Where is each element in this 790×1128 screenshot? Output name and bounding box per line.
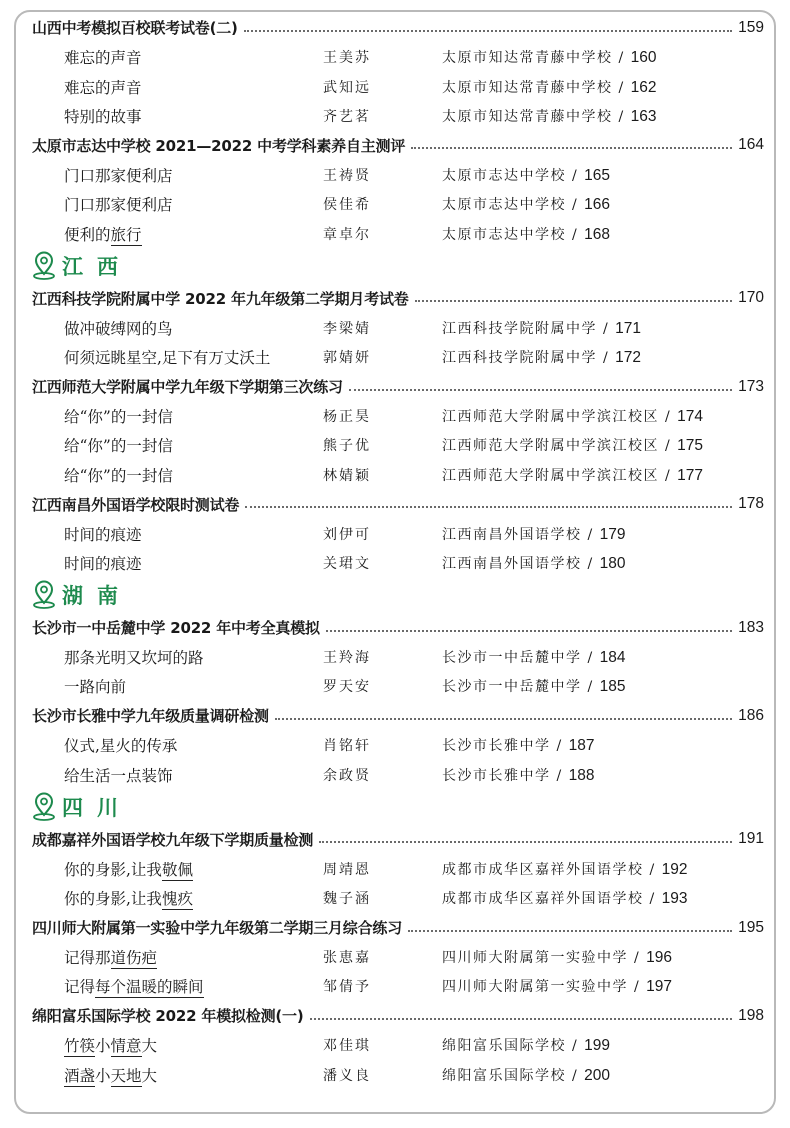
separator: / — [612, 79, 631, 96]
page-number: 187 — [568, 737, 595, 755]
article-entry — [32, 731, 764, 760]
separator: / — [643, 891, 662, 908]
article-title-part: 敬佩 — [161, 860, 193, 879]
separator: / — [659, 408, 678, 425]
school-and-page — [442, 859, 688, 879]
exam-title: 江西师范大学附属中学九年级下学期第三次练习 — [32, 378, 343, 397]
school-and-page — [442, 465, 703, 485]
separator: / — [566, 167, 585, 184]
school-name: 江西科技学院附属中学 — [442, 320, 597, 337]
school-and-page — [442, 647, 626, 667]
article-entry — [32, 972, 764, 1001]
page-number: 163 — [630, 108, 657, 126]
separator: / — [550, 767, 569, 784]
dot-leader — [275, 718, 732, 720]
separator: / — [612, 109, 631, 126]
school-and-page — [442, 106, 657, 126]
page-number: 195 — [738, 918, 764, 936]
page-number: 188 — [568, 766, 595, 784]
page-number: 173 — [738, 377, 764, 395]
article-entry — [32, 672, 764, 701]
article-title: 时间的痕迹 — [64, 555, 142, 574]
article-entry — [32, 460, 764, 489]
school-name: 长沙市长雅中学 — [442, 738, 551, 755]
region-section-header — [32, 790, 764, 825]
separator: / — [581, 679, 600, 696]
page-number: 179 — [599, 525, 626, 543]
page-number: 177 — [677, 466, 703, 484]
exam-title: 山西中考模拟百校联考试卷(二) — [32, 19, 238, 38]
separator: / — [612, 50, 631, 67]
author-name: 林婧颖 — [323, 467, 371, 484]
school-name: 四川师大附属第一实验中学 — [442, 979, 628, 996]
exam-heading-row — [32, 825, 764, 854]
school-name: 江西师范大学附属中学滨江校区 — [442, 467, 659, 484]
article-title-part: 小 — [95, 1037, 111, 1056]
school-name: 长沙市长雅中学 — [442, 767, 551, 784]
article-title: 给“你”的一封信 — [64, 437, 173, 456]
exam-heading-row — [32, 701, 764, 730]
separator: / — [566, 1038, 585, 1055]
school-and-page — [442, 165, 610, 185]
school-name: 成都市成华区嘉祥外国语学校 — [442, 891, 644, 908]
school-and-page — [442, 765, 595, 785]
dot-leader — [244, 30, 732, 32]
article-title-part: 记得那 — [64, 948, 111, 967]
separator: / — [628, 979, 647, 996]
author-name: 魏子涵 — [323, 891, 371, 908]
exam-heading-row — [32, 284, 764, 313]
article-title: 做冲破缚网的鸟 — [64, 319, 173, 338]
page-number: 184 — [599, 649, 626, 667]
article-title-part: 便利的 — [64, 225, 111, 244]
location-pin-icon — [32, 580, 56, 610]
article-entry — [32, 342, 764, 371]
page-number: 166 — [584, 196, 610, 214]
school-and-page — [442, 194, 610, 214]
school-name: 太原市志达中学校 — [442, 197, 566, 214]
separator: / — [659, 467, 678, 484]
separator: / — [628, 949, 647, 966]
article-title-part: 大 — [141, 1066, 158, 1085]
article-entry — [32, 72, 764, 101]
article-title — [64, 223, 142, 245]
page-number: 197 — [646, 978, 672, 996]
school-and-page — [442, 888, 688, 908]
author-name: 杨正昊 — [323, 408, 371, 425]
article-entry — [32, 642, 764, 671]
dot-leader — [408, 930, 732, 932]
article-title — [64, 946, 157, 968]
school-and-page — [442, 947, 672, 967]
page-number: 162 — [630, 78, 657, 96]
author-name: 周靖恩 — [323, 861, 371, 878]
article-entry — [32, 760, 764, 789]
school-name: 江西科技学院附属中学 — [442, 350, 597, 367]
school-and-page — [442, 406, 703, 426]
location-pin-icon — [32, 792, 56, 822]
exam-title: 江西科技学院附属中学 2022 年九年级第二学期月考试卷 — [32, 289, 409, 308]
school-and-page — [442, 47, 657, 67]
article-title-part: 竹筷 — [64, 1037, 96, 1056]
article-entry — [32, 942, 764, 971]
page-number: 186 — [738, 706, 764, 724]
school-and-page — [442, 976, 672, 996]
article-title — [64, 1034, 157, 1056]
article-title: 门口那家便利店 — [64, 196, 173, 215]
school-name: 太原市知达常青藤中学校 — [442, 109, 613, 126]
region-name: 四川 — [62, 796, 132, 820]
page-number: 198 — [738, 1006, 764, 1024]
region-name: 江西 — [62, 255, 132, 279]
article-title-part: 大 — [141, 1037, 158, 1056]
exam-title: 太原市志达中学校 2021—2022 中考学科素养自主测评 — [32, 136, 406, 155]
dot-leader — [349, 389, 732, 391]
article-entry — [32, 854, 764, 883]
separator: / — [597, 320, 616, 337]
exam-heading-row — [32, 372, 764, 401]
separator: / — [643, 861, 662, 878]
separator: / — [566, 197, 585, 214]
article-title-part: 每个温暖的瞬间 — [95, 978, 204, 997]
article-title — [64, 858, 193, 880]
table-of-contents — [32, 13, 764, 1089]
article-title — [64, 1064, 157, 1086]
author-name: 王美苏 — [323, 50, 371, 67]
separator: / — [581, 556, 600, 573]
article-title-part: 你的身影,让我 — [64, 890, 162, 909]
page-number: 172 — [615, 349, 641, 367]
author-name: 齐艺茗 — [323, 109, 371, 126]
exam-heading-row — [32, 13, 764, 42]
article-entry — [32, 42, 764, 71]
exam-heading-row — [32, 613, 764, 642]
school-and-page — [442, 1035, 610, 1055]
school-and-page — [442, 524, 626, 544]
dot-leader — [411, 147, 732, 149]
exam-heading-row — [32, 490, 764, 519]
article-entry — [32, 431, 764, 460]
author-name: 王羚海 — [323, 650, 371, 667]
article-title-part: 酒盏 — [64, 1066, 96, 1085]
exam-heading-row — [32, 913, 764, 942]
article-title-part: 情意 — [110, 1037, 142, 1056]
school-name: 江西南昌外国语学校 — [442, 526, 582, 543]
school-name: 长沙市一中岳麓中学 — [442, 650, 582, 667]
school-name: 成都市成华区嘉祥外国语学校 — [442, 861, 644, 878]
dot-leader — [310, 1018, 733, 1020]
author-name: 余政贤 — [323, 767, 371, 784]
article-entry — [32, 219, 764, 248]
dot-leader — [319, 841, 732, 843]
author-name: 邹倩予 — [323, 979, 371, 996]
separator: / — [581, 526, 600, 543]
article-title-part: 小 — [95, 1066, 111, 1085]
article-title — [64, 975, 204, 997]
article-title-part: 你的身影,让我 — [64, 860, 162, 879]
school-and-page — [442, 347, 641, 367]
exam-title: 长沙市一中岳麓中学 2022 年中考全真模拟 — [32, 619, 320, 638]
article-title: 难忘的声音 — [64, 78, 142, 97]
article-entry — [32, 101, 764, 130]
exam-title: 绵阳富乐国际学校 2022 年模拟检测(一) — [32, 1007, 304, 1026]
author-name: 关珺文 — [323, 556, 371, 573]
separator: / — [597, 350, 616, 367]
school-name: 太原市知达常青藤中学校 — [442, 79, 613, 96]
page-number: 160 — [630, 49, 657, 67]
exam-heading-row — [32, 1001, 764, 1030]
article-entry — [32, 1060, 764, 1089]
school-name: 绵阳富乐国际学校 — [442, 1038, 566, 1055]
article-title — [64, 887, 193, 909]
separator: / — [581, 650, 600, 667]
school-and-page — [442, 224, 610, 244]
separator: / — [566, 226, 585, 243]
separator: / — [550, 738, 569, 755]
school-name: 长沙市一中岳麓中学 — [442, 679, 582, 696]
article-title-part: 天地 — [110, 1066, 142, 1085]
author-name: 潘义良 — [323, 1067, 371, 1084]
region-section-header — [32, 249, 764, 284]
article-entry — [32, 190, 764, 219]
page-number: 191 — [738, 830, 764, 848]
author-name: 郭婧妍 — [323, 350, 371, 367]
article-title: 一路向前 — [64, 678, 127, 697]
school-and-page — [442, 735, 595, 755]
article-entry — [32, 401, 764, 430]
separator: / — [659, 438, 678, 455]
dot-leader — [326, 630, 732, 632]
article-entry — [32, 313, 764, 342]
school-and-page — [442, 435, 703, 455]
article-title-part: 道伤疤 — [110, 948, 158, 967]
school-and-page — [442, 318, 641, 338]
page-number: 192 — [661, 860, 688, 878]
school-name: 绵阳富乐国际学校 — [442, 1067, 566, 1084]
article-entry — [32, 1031, 764, 1060]
page-number: 164 — [738, 136, 764, 154]
article-title: 门口那家便利店 — [64, 166, 173, 185]
region-name: 湖南 — [62, 584, 132, 609]
article-title: 给生活一点装饰 — [64, 766, 173, 785]
page-number: 180 — [599, 555, 626, 573]
school-name: 四川师大附属第一实验中学 — [442, 949, 628, 966]
exam-title: 成都嘉祥外国语学校九年级下学期质量检测 — [32, 830, 314, 849]
article-entry — [32, 519, 764, 548]
school-and-page — [442, 553, 626, 573]
article-entry — [32, 160, 764, 189]
exam-title: 四川师大附属第一实验中学九年级第二学期三月综合练习 — [32, 919, 403, 938]
author-name: 李梁婧 — [323, 320, 371, 337]
page-number: 175 — [677, 437, 703, 455]
author-name: 刘伊可 — [323, 526, 371, 543]
article-title-part: 记得 — [64, 978, 96, 997]
region-section-header — [32, 578, 764, 613]
exam-title: 长沙市长雅中学九年级质量调研检测 — [32, 707, 269, 726]
article-title: 仪式,星火的传承 — [64, 737, 178, 756]
author-name: 侯佳希 — [323, 197, 371, 214]
school-and-page — [442, 1065, 610, 1085]
school-name: 江西南昌外国语学校 — [442, 556, 582, 573]
article-entry — [32, 548, 764, 577]
author-name: 邓佳琪 — [323, 1038, 371, 1055]
page-number: 183 — [738, 618, 764, 636]
separator: / — [566, 1067, 585, 1084]
school-name: 太原市志达中学校 — [442, 167, 566, 184]
article-title-part: 旅行 — [110, 225, 142, 244]
page-number: 200 — [584, 1066, 610, 1084]
author-name: 熊子优 — [323, 438, 371, 455]
school-name: 太原市知达常青藤中学校 — [442, 50, 613, 67]
article-title: 给“你”的一封信 — [64, 466, 173, 485]
school-name: 江西师范大学附属中学滨江校区 — [442, 408, 659, 425]
page-number: 170 — [738, 289, 764, 307]
author-name: 罗天安 — [323, 679, 371, 696]
author-name: 章卓尔 — [323, 226, 371, 243]
page-number: 174 — [677, 407, 703, 425]
author-name: 王祷贤 — [323, 167, 371, 184]
page-number: 199 — [584, 1037, 610, 1055]
article-title: 那条光明又坎坷的路 — [64, 649, 204, 668]
page-number: 196 — [646, 948, 672, 966]
article-title: 特别的故事 — [64, 108, 142, 127]
exam-title: 江西南昌外国语学校限时测试卷 — [32, 495, 240, 514]
article-title-part: 愧疚 — [161, 890, 193, 909]
page-number: 185 — [599, 678, 626, 696]
author-name: 张恵嘉 — [323, 949, 371, 966]
school-and-page — [442, 676, 626, 696]
page-number: 178 — [738, 495, 764, 513]
dot-leader — [245, 506, 732, 508]
author-name: 武知远 — [323, 79, 371, 96]
author-name: 肖铭轩 — [323, 738, 371, 755]
article-title: 难忘的声音 — [64, 49, 142, 68]
school-name: 太原市志达中学校 — [442, 226, 566, 243]
school-and-page — [442, 77, 657, 97]
school-name: 江西师范大学附属中学滨江校区 — [442, 438, 659, 455]
article-title: 给“你”的一封信 — [64, 407, 173, 426]
dot-leader — [415, 300, 733, 302]
page-number: 171 — [615, 319, 641, 337]
page-number: 193 — [661, 890, 688, 908]
article-title: 何须远眺星空,足下有万丈沃土 — [64, 349, 271, 368]
location-pin-icon — [32, 251, 56, 281]
article-title: 时间的痕迹 — [64, 525, 142, 544]
page-number: 159 — [738, 18, 764, 36]
page-number: 165 — [584, 166, 610, 184]
page-number: 168 — [584, 225, 610, 243]
article-entry — [32, 883, 764, 912]
exam-heading-row — [32, 131, 764, 160]
